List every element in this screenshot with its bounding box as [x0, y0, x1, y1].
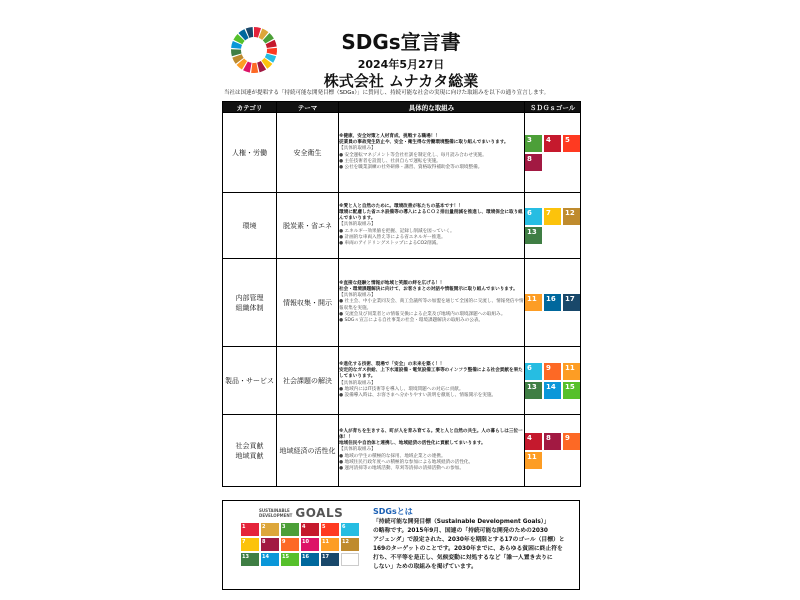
about-line: 打ち、不平等を是正し、気候変動に対処するなど「誰一人置き去りに: [373, 555, 553, 561]
detail-item-text: 交流会及び同業者との情報交換による企業及び地域内の環境課題への取組み。: [344, 311, 506, 317]
detail-item: [339, 318, 524, 324]
detail-item-text: 計画的な車両入替え等による省エネルギー推進。: [344, 234, 446, 240]
bullet-icon: ●: [339, 311, 345, 317]
row-goals: [525, 193, 581, 259]
sdg-goal-13-icon: 13: [525, 227, 542, 244]
header-theme: テーマ: [277, 102, 339, 113]
table-row: [223, 415, 581, 487]
row-theme: 安全衛生: [277, 113, 339, 193]
detail-item-text: 社主会、中小企業同友会、商工会議所等の加盟を通じて全国的に交流し、情報発信や情報収集を実施。: [339, 299, 524, 311]
sdg-goal-11-icon: 11: [563, 363, 580, 380]
bullet-icon: ●: [339, 386, 345, 392]
detail-subheading: 【具体的取組み】: [339, 380, 376, 386]
detail-item-text: 公社を職業訓練の社外研修・講習、資格取得補助金等の環境整備。: [344, 164, 483, 170]
bullet-icon: ●: [339, 317, 345, 323]
sdgs-goal-grid: [241, 523, 369, 566]
sdg-tile-9-icon: 9: [281, 538, 299, 551]
row-detail: [339, 259, 525, 347]
sdg-goal-16-icon: 16: [544, 294, 561, 311]
sdg-goal-13-icon: 13: [525, 382, 542, 399]
sdg-tile-17-icon: 17: [321, 553, 339, 566]
bullet-icon: ●: [339, 234, 345, 240]
bullet-icon: ●: [339, 299, 345, 305]
sdg-tile-7-icon: 7: [241, 538, 259, 551]
sdg-goal-3-icon: 3: [525, 135, 542, 152]
page-title: SDGs宣言書: [341, 30, 461, 54]
detail-lead: ※人が育ちを生きする、町が人を育み育てる。愛と人と自然の共生。人の暮らしは三位一体！！ 地域住民や自治体と連携し、地域経済の活性化に貢献してまいります。: [339, 429, 523, 447]
row-goals: [525, 259, 581, 347]
row-detail: [339, 193, 525, 259]
sdg-goal-4-icon: 4: [544, 135, 561, 152]
sdg-goal-8-icon: 8: [525, 154, 542, 171]
sdgs-info-box: [222, 500, 580, 590]
row-category: 社会貢献 地域貢献: [223, 415, 277, 487]
row-detail: [339, 113, 525, 193]
sdg-tile-15-icon: 15: [281, 553, 299, 566]
table-row: [223, 113, 581, 193]
detail-item-text: SDGｓ宣言による自社事業の社会・環境課題解決の取組みの公表。: [344, 317, 484, 323]
detail-lead: ※進化する技術、現場で「安全」の未来を築く！！ 安定的なガス供給、上下水道設備・電気設備工事等のインフラ整備による社会貢献を果たしてまいります。: [339, 362, 523, 380]
sdg-tile-14-icon: 14: [261, 553, 279, 566]
about-line: アジェンダ」で設定された、2030年を期限とする17のゴール（目標）と: [373, 537, 565, 543]
logo-goals-text: GOALS: [295, 506, 344, 520]
detail-lead: ※直接な経験と情報が地域と笑顔の絆を広げる！！ 社会・環境課題解決に向けて、お客さまとの対話や情報開示に取り組んでまいります。: [339, 281, 518, 293]
sdg-tile-3-icon: 3: [281, 523, 299, 536]
bullet-icon: ●: [339, 164, 345, 170]
detail-item-text: エネルギー効果値を把握、記録し削減を図っていく。: [344, 228, 455, 234]
sdg-goal-17-icon: 17: [563, 294, 580, 311]
row-theme: 情報収集・開示: [277, 259, 339, 347]
detail-item: [339, 165, 524, 171]
sdg-tile-12-icon: 12: [341, 538, 359, 551]
row-goals: [525, 347, 581, 415]
sdgs-table: [222, 101, 581, 487]
header-detail: 具体的な取組み: [339, 102, 525, 113]
sdg-goal-6-icon: 6: [525, 208, 542, 225]
sdg-goal-11-icon: 11: [525, 294, 542, 311]
detail-item: [339, 299, 524, 311]
sdg-tile-2-icon: 2: [261, 523, 279, 536]
detail-item: [339, 393, 524, 399]
sdg-goal-5-icon: 5: [563, 135, 580, 152]
row-theme: 地域経済の活性化: [277, 415, 339, 487]
sdg-goal-12-icon: 12: [563, 208, 580, 225]
sdg-tile-6-icon: 6: [341, 523, 359, 536]
sdg-tile-13-icon: 13: [241, 553, 259, 566]
detail-item-text: 地域住民行政年度への積極的な参加による地域経済の活性化。: [344, 459, 474, 465]
sdg-goal-14-icon: 14: [544, 382, 561, 399]
detail-item-text: 安全運転マネジメント等会社社訓を制定化し、毎月読み合わせ実施。: [344, 152, 487, 158]
sdg-goal-8-icon: 8: [544, 433, 561, 450]
row-category: 製品・サービス: [223, 347, 277, 415]
detail-subheading: 【具体的取組み】: [339, 222, 376, 228]
table-row: [223, 347, 581, 415]
row-goals: [525, 113, 581, 193]
bullet-icon: ●: [339, 228, 345, 234]
detail-lead: ※愛と人と自然のために。環境改善が私たちの基本です！！ 環境に配慮した省エネ設備等の導入によるＣＯ２排出量削減を推進し、環境保全に取り組んでまいります。: [339, 204, 523, 222]
sdg-tile-11-icon: 11: [321, 538, 339, 551]
declaration-page: [218, 18, 584, 590]
sdg-tile-5-icon: 5: [321, 523, 339, 536]
sdg-logo-tile-icon: [341, 553, 359, 566]
sdg-tile-10-icon: 10: [301, 538, 319, 551]
row-theme: 脱炭素・省エネ: [277, 193, 339, 259]
detail-subheading: 【具体的取組み】: [339, 146, 376, 152]
detail-item-text: 車両のアイドリングストップによるCO2削減。: [344, 240, 441, 246]
table-row: [223, 259, 581, 347]
company-name: 株式会社 ムナカタ総業: [323, 72, 479, 90]
sdg-tile-1-icon: 1: [241, 523, 259, 536]
logo-small-text: SUSTAINABLE DEVELOPMENT: [259, 508, 293, 518]
bullet-icon: ●: [339, 465, 345, 471]
sdg-goal-9-icon: 9: [544, 363, 561, 380]
detail-item-text: 地域内にはIT技術等を導入し、環境問題への対応に貢献。: [344, 386, 464, 392]
about-line: しない」ための取組みを掲げています。: [373, 564, 477, 570]
bullet-icon: ●: [339, 459, 345, 465]
detail-subheading: 【具体的取組み】: [339, 293, 376, 299]
row-theme: 社会課題の解決: [277, 347, 339, 415]
bullet-icon: ●: [339, 152, 345, 158]
sdg-goal-6-icon: 6: [525, 363, 542, 380]
row-goals: [525, 415, 581, 487]
sdg-goal-4-icon: 4: [525, 433, 542, 450]
sdg-tile-8-icon: 8: [261, 538, 279, 551]
detail-lead: ※健康、安全対策と人材育成、挑戦する職場！！ 従業員の事故発生防止や、安全・衛生得な労働環境整備に取り組んでまいります。: [339, 134, 509, 146]
row-category: 内部管理 組織体制: [223, 259, 277, 347]
intro-text: 当社は国連が提唱する「持続可能な開発目標（SDGs）」に賛同し、持続可能な社会の実現に向けた取組みを以下の通り宣言します。: [224, 90, 550, 96]
about-title: SDGsとは: [373, 507, 413, 516]
detail-item-text: 設備導入時は、お客さまへ分かりやすい説明を徹底し、情報開示を実施。: [344, 392, 497, 398]
sdg-goal-11-icon: 11: [525, 452, 542, 469]
detail-item: [339, 466, 524, 472]
row-category: 人権・労働: [223, 113, 277, 193]
row-detail: [339, 415, 525, 487]
about-line: 「持続可能な開発目標（Sustainable Development Goals）」: [373, 519, 550, 525]
sdgs-about: [373, 507, 573, 572]
table-row: [223, 193, 581, 259]
sdg-tile-4-icon: 4: [301, 523, 319, 536]
about-line: の略称です。2015年9月、国連の「持続可能な開発のための2030: [373, 528, 548, 534]
sdgs-logo-block: [229, 506, 369, 566]
detail-item-text: 地域の学生の積極的な採用、地域企業との連携。: [344, 453, 446, 459]
bullet-icon: ●: [339, 158, 345, 164]
sdg-goal-15-icon: 15: [563, 382, 580, 399]
sdg-tile-16-icon: 16: [301, 553, 319, 566]
detail-item-text: 主任技術者を設置し、社員自らで運転を実施。: [344, 158, 441, 164]
sdg-goal-9-icon: 9: [563, 433, 580, 450]
detail-item-text: 運河清掃等の地域活動、草刈等清掃の清掃活動への参加。: [344, 465, 464, 471]
declaration-date: 2024年5月27日: [357, 58, 445, 71]
header-category: カテゴリ: [223, 102, 277, 113]
sdg-goal-7-icon: 7: [544, 208, 561, 225]
bullet-icon: ●: [339, 453, 345, 459]
row-category: 環境: [223, 193, 277, 259]
header-goals: ＳＤＧｓゴール: [525, 102, 581, 113]
about-line: 169のターゲットのことです。2030年までに、あらゆる貧困に終止符を: [373, 546, 563, 552]
row-detail: [339, 347, 525, 415]
detail-item: [339, 241, 524, 247]
bullet-icon: ●: [339, 240, 345, 246]
bullet-icon: ●: [339, 392, 345, 398]
table-header-row: [223, 102, 581, 113]
detail-subheading: 【具体的取組み】: [339, 447, 376, 453]
